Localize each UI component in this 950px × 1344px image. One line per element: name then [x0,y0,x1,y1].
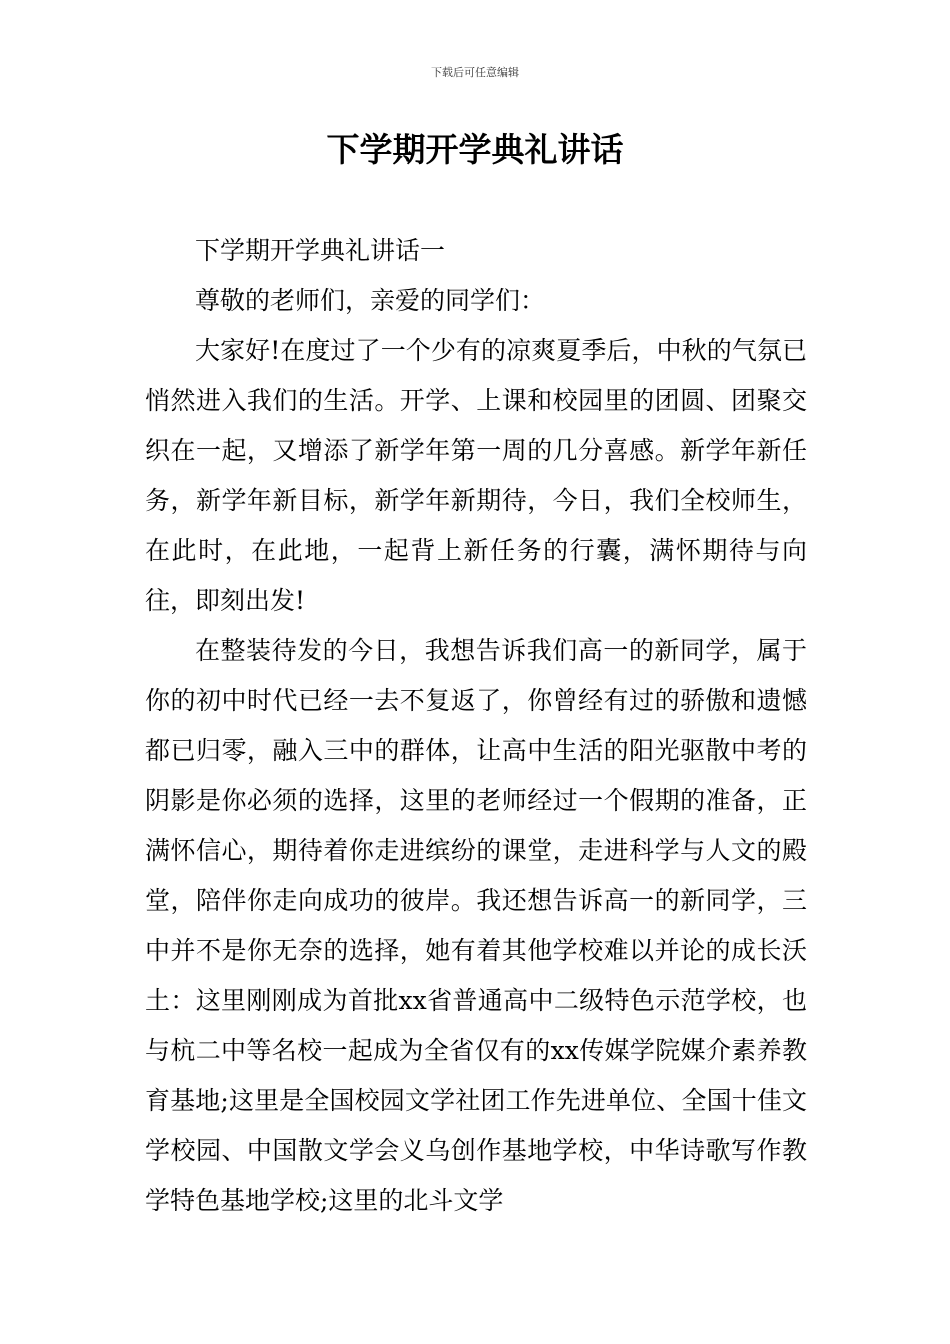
header-note: 下载后可任意编辑 [431,66,519,79]
paragraph-salutation: 尊敬的老师们，亲爱的同学们： [195,286,546,315]
paragraph-message: 在整装待发的今日，我想告诉我们高一的新同学，属于你的初中时代已经一去不复返了，你曾经有过的骄傲和遗憾都已归零，融入三中的群体，让高中生活的阳光驱散中考的阴影是你必须的选择，这里的老师经过一个假期的准备，正满怀信心，期待着你走进缤纷的课堂，走进科学与人文的殿堂，陪伴你走向成功的彼岸。我还想告诉高一的新同学，三中并不是你无奈的选择，她有着其他学校难以并论的成长沃土：这里刚刚成为首批xx省普通高中二级特色示范学校，也与杭二中等名校一起成为全省仅有的xx传媒学院媒介素养教育基地;这里是全国校园文学社团工作先进单位、全国十佳文学校园、中国散文学会义乌创作基地学校，中华诗歌写作教学特色基地学校;这里的北斗文学 [145,636,807,1215]
document-body [145,226,807,1226]
paragraph-subtitle: 下学期开学典礼讲话一 [195,236,446,265]
document-title: 下学期开学典礼讲话 [326,130,624,169]
paragraph-greeting: 大家好!在度过了一个少有的凉爽夏季后，中秋的气氛已悄然进入我们的生活。开学、上课和校园里的团圆、团聚交织在一起，又增添了新学年第一周的几分喜感。新学年新任务，新学年新目标，新学年新期待，今日，我们全校师生，在此时，在此地，一起背上新任务的行囊，满怀期待与向往，即刻出发! [145,336,807,615]
